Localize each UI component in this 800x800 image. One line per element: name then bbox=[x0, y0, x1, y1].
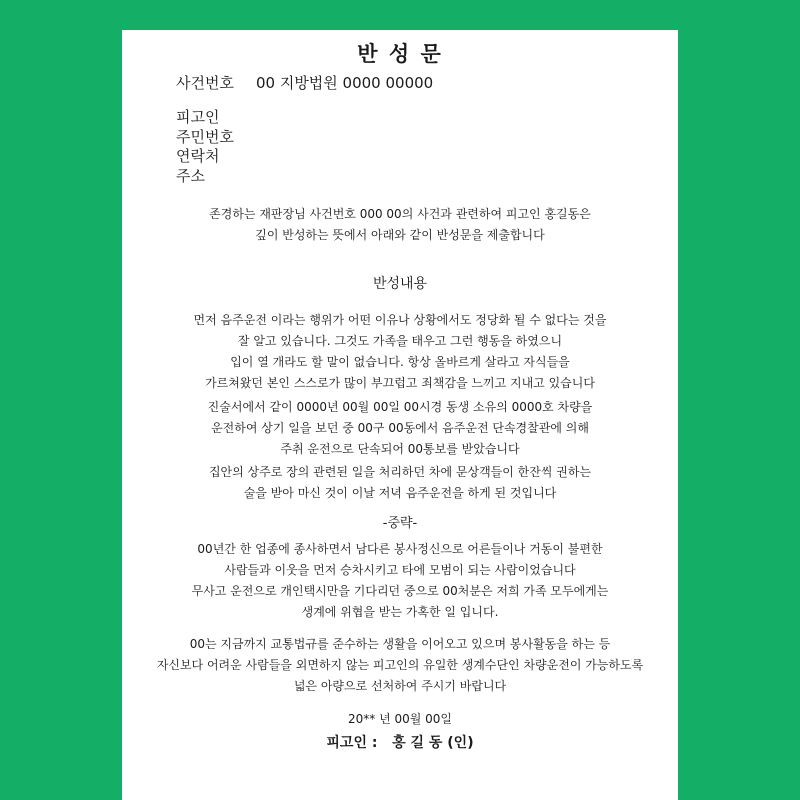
body-paragraph-5 bbox=[122, 634, 678, 697]
field-resident-number: 주민번호 bbox=[176, 127, 234, 146]
text-line: 진술서에서 같이 0000년 00월 00일 00시경 동생 소유의 0000호 차량을 bbox=[207, 400, 593, 414]
body-paragraph-4 bbox=[122, 539, 678, 623]
text-line: 집안의 상주로 장의 관련된 일을 처리하던 차에 문상객들이 한잔씩 권하는 bbox=[208, 465, 592, 479]
body-paragraph-2 bbox=[122, 397, 678, 460]
text-line: 생계에 위협을 받는 가혹한 일 입니다. bbox=[301, 605, 499, 619]
text-line: 00는 지금까지 교통법규를 준수하는 생활을 이어오고 있으며 봉사활동을 하는 등 bbox=[189, 637, 611, 651]
section-heading: 반성내용 bbox=[372, 276, 428, 292]
field-contact: 연락처 bbox=[176, 147, 220, 165]
text-line: 잘 알고 있습니다. 그것도 가족을 태우고 그런 행동을 하였으니 bbox=[237, 334, 563, 348]
case-number-value: 00 지방법원 0000 00000 bbox=[255, 74, 434, 92]
intro-paragraph bbox=[122, 204, 678, 246]
case-number-label: 사건번호 bbox=[176, 74, 234, 92]
document-title: 반 성 문 bbox=[357, 42, 443, 66]
body-paragraph-1 bbox=[122, 310, 678, 394]
text-line: 주취 운전으로 단속되어 00통보를 받았습니다 bbox=[280, 442, 520, 456]
text-line: 깊이 반성하는 뜻에서 아래와 같이 반성문을 제출합니다 bbox=[255, 228, 545, 242]
text-line: 넓은 아량으로 선처하여 주시기 바랍니다 bbox=[293, 679, 507, 693]
document-page bbox=[122, 30, 678, 800]
omitted-marker: -중략- bbox=[382, 516, 418, 531]
text-line: 가르쳐왔던 본인 스스로가 많이 부끄럽고 죄책감을 느끼고 지내고 있습니다 bbox=[205, 376, 595, 390]
defendant-info bbox=[176, 108, 234, 186]
text-line: 운전하여 상기 일을 보던 중 00구 00동에서 음주운전 단속경찰관에 의해 bbox=[211, 421, 589, 435]
text-line: 무사고 운전으로 개인택시만을 기다리던 중으로 00처분은 저희 가족 모두에게는 bbox=[191, 584, 609, 598]
case-number-row bbox=[176, 72, 433, 93]
text-line: 자신보다 어려운 사람들을 외면하지 않는 피고인의 유일한 생계수단인 차량운전이 가능하도록 bbox=[156, 658, 644, 672]
body-paragraph-3 bbox=[122, 462, 678, 504]
text-line: 존경하는 재판장님 사건번호 000 00의 사건과 관련하여 피고인 홍길동은 bbox=[209, 207, 591, 221]
text-line: 사람들과 이웃을 먼저 승차시키고 타에 모범이 되는 사람이었습니다 bbox=[224, 563, 576, 577]
field-address: 주소 bbox=[176, 166, 205, 185]
document-date: 20** 년 00월 00일 bbox=[347, 712, 453, 726]
text-line: 술을 받아 마신 것이 이날 저녁 음주운전을 하게 된 것입니다 bbox=[243, 486, 557, 500]
text-line: 00년간 한 업종에 종사하면서 남다른 봉사정신으로 어른들이나 거동이 불편한 bbox=[197, 542, 603, 556]
field-defendant: 피고인 bbox=[176, 108, 220, 126]
signature: 피고인 : 홍 길 동 (인) bbox=[326, 735, 474, 751]
text-line: 먼저 음주운전 이라는 행위가 어떤 이유나 상황에서도 정당화 될 수 없다는 것을 bbox=[193, 313, 607, 327]
text-line: 입이 열 개라도 할 말이 없습니다. 항상 올바르게 살라고 자식들을 bbox=[230, 355, 570, 369]
